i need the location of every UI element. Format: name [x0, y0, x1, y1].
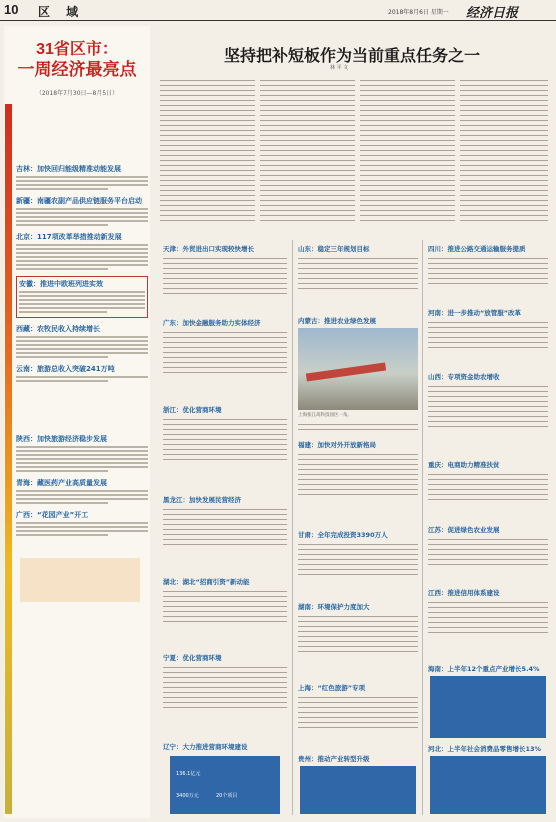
section-title: 四川：推进公路交通运输服务提质: [428, 245, 526, 253]
decorative-color-strip: [5, 104, 12, 814]
section-title: 河南：进一步推动“放管服”改革: [428, 309, 522, 317]
sidebar-item-title: 新疆：南疆农副产品供应链服务平台启动: [16, 197, 142, 205]
section-title: 福建：加快对外开放新格局: [298, 441, 376, 449]
section-body: [163, 415, 287, 464]
article-column: [360, 76, 455, 225]
sidebar-item-title: 北京：117项改革举措推动新发展: [16, 233, 122, 241]
hebei-infographic: [430, 756, 546, 814]
infographic-label: 20个项目: [216, 793, 238, 799]
section-title: 广东：加快金融服务助力实体经济: [163, 319, 261, 327]
paper-logo: 经济日报: [466, 6, 519, 21]
article-column: [260, 76, 355, 225]
photo-caption: 上海张江高科技园区一角。: [298, 413, 352, 418]
section-title: 内蒙古：推进农业绿色发展: [298, 317, 376, 325]
section-body: [298, 254, 418, 293]
section-title: 湖南：环境保护力度加大: [298, 603, 370, 611]
sidebar-title-line1: 31省区市：: [36, 41, 118, 58]
sidebar-item-title: 广西：“花园产业”开工: [16, 511, 89, 519]
article-column: [460, 76, 548, 225]
section-body: [298, 420, 418, 434]
news-photo: [298, 328, 418, 410]
sidebar-item: [16, 196, 148, 226]
section-title: 甘肃：全年完成投资3390万人: [298, 531, 388, 539]
section-body: [163, 505, 287, 549]
sidebar-list: [16, 140, 148, 542]
section-title: 河北：上半年社会消费品零售增长13%: [428, 745, 542, 753]
sidebar-item: [16, 478, 148, 504]
sidebar-item: [16, 434, 148, 472]
section-title: 黑龙江：加快发展民营经济: [163, 496, 241, 504]
sidebar-item-title: 陕西：加快旅游经济稳步发展: [16, 435, 107, 443]
section-title: 重庆：电商助力精准扶贫: [428, 461, 500, 469]
section-title: 天津：外贸进出口实现较快增长: [163, 245, 254, 253]
section-title: 上海：“红色旅游”专项: [298, 684, 366, 692]
sidebar-item: [16, 164, 148, 190]
sidebar-item-title: 云南：旅游总收入突破241万吨: [16, 365, 115, 373]
sidebar-item-title: 西藏：农牧民收入持续增长: [16, 325, 100, 333]
section-body: [163, 328, 287, 377]
section-title: 海南：上半年12个重点产业增长5.4%: [428, 665, 540, 673]
sidebar-item: [16, 232, 148, 270]
sidebar-title-line2: 一周经济最亮点: [17, 60, 137, 79]
section-name: 区 域: [38, 5, 85, 19]
issue-date: 2018年8月6日 星期一: [388, 9, 449, 16]
section-body: [428, 470, 548, 504]
section-body: [298, 612, 418, 656]
section-body: [298, 693, 418, 732]
sidebar-title: [12, 40, 142, 80]
section-body: [163, 254, 287, 298]
section-body: [298, 450, 418, 499]
section-body: [428, 382, 548, 431]
section-title: 江西：推进信用体系建设: [428, 589, 500, 597]
section-body: [163, 587, 287, 626]
section-title: 贵州：推动产业转型升级: [298, 755, 370, 763]
sidebar-item-title: 安徽：推进中欧班列进实效: [19, 280, 103, 288]
page-number: 10: [4, 2, 19, 17]
sidebar-item: [16, 364, 148, 382]
section-title: 湖北：湖北“招商引资”新动能: [163, 578, 250, 586]
column-divider: [292, 240, 293, 815]
sidebar-item: [16, 510, 148, 536]
section-body: [428, 535, 548, 569]
section-title: 辽宁：大力推进营商环境建设: [163, 743, 248, 751]
sidebar-infographic: [20, 558, 140, 602]
section-body: [428, 598, 548, 637]
guizhou-infographic: [300, 766, 416, 814]
section-body: [298, 540, 418, 579]
sidebar-item-title: 青海：藏医药产业高质量发展: [16, 479, 107, 487]
column-divider: [422, 240, 423, 815]
hainan-infographic: [430, 676, 546, 738]
sidebar-item-boxed: [16, 276, 148, 318]
section-title: 山东：稳定三年规划目标: [298, 245, 370, 253]
sidebar-item-title: 吉林：加快回归能级精准动能发展: [16, 165, 121, 173]
sidebar-date-range: （2018年7月30日—8月5日）: [35, 90, 119, 97]
section-body: [428, 318, 548, 352]
section-title: 浙江：优化营商环境: [163, 406, 222, 414]
infographic-label: 3400万元: [176, 793, 199, 799]
infographic-label: 136.1亿元: [176, 771, 201, 777]
sidebar-item: [16, 324, 148, 358]
section-body: [163, 663, 287, 712]
main-headline: 坚持把补短板作为当前重点任务之一: [223, 46, 480, 65]
article-column: [160, 76, 255, 225]
byline: 林 平 文: [330, 65, 349, 71]
liaoning-infographic: [170, 756, 280, 814]
section-title: 山西：专项资金助农增收: [428, 373, 500, 381]
section-title: 江苏：促进绿色农业发展: [428, 526, 500, 534]
section-title: 宁夏：优化营商环境: [163, 654, 222, 662]
page-header: [0, 0, 556, 21]
section-body: [428, 254, 548, 288]
